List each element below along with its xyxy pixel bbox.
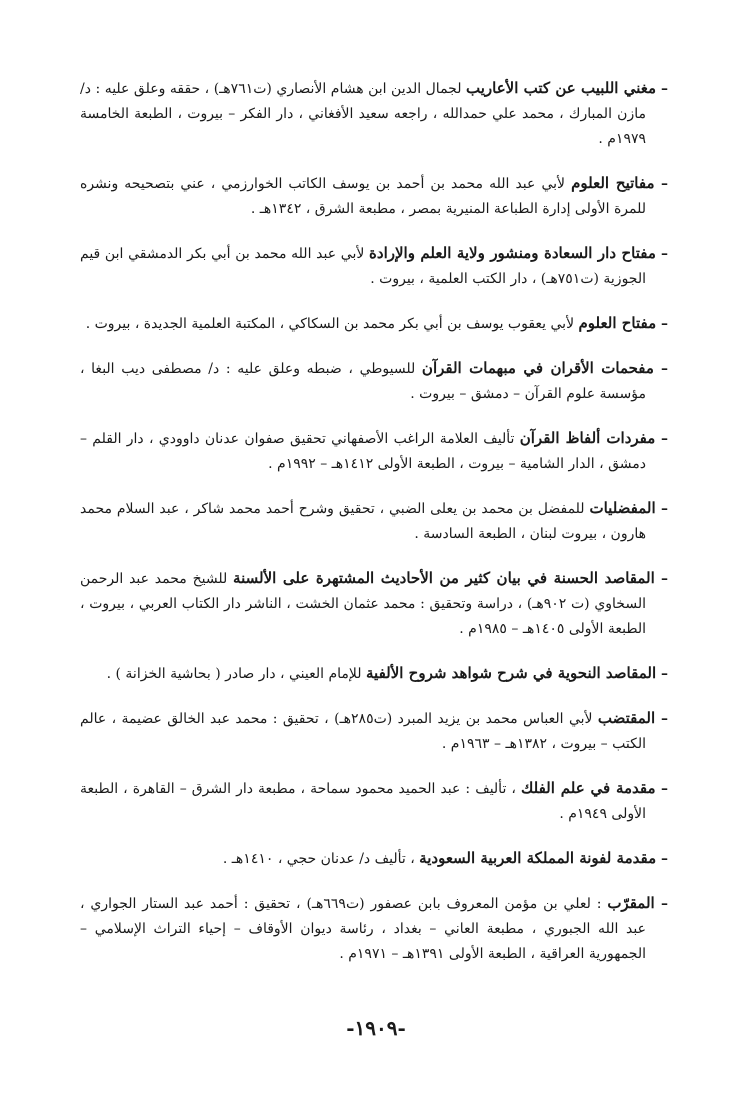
bibliography-entry-11: – مقدمة في علم الفلك ، تأليف : عبد الحميد محمود سماحة ، مطبعة دار الشرق – القاهرة ، الطبعة الأولى ١٩٤٩م .: [80, 779, 669, 822]
entry-title: المقاصد الحسنة في بيان كثير من الأحاديث المشتهرة على الألسنة: [233, 569, 655, 587]
entry-title: المفضليات: [589, 499, 656, 517]
bibliography-entry-5: – مفحمات الأقران في مبهمات القرآن للسيوطي ، ضبطه وعلق عليه : د/ مصطفى ديب البغا ، مؤسسة علوم القرآن – دمشق – بيروت .: [80, 359, 669, 402]
entry-body: لأبي عبد الله محمد بن أحمد بن يوسف الكاتب الخوارزمي ، عني بتصحيحه ونشره للمرة الأولى إدارة الطباعة المنيرية بمصر ، مطبعة الشرق ، ١٣٤٢هـ .: [80, 176, 646, 217]
bibliography-entry-13: – المقرّب : لعلي بن مؤمن المعروف بابن عصفور (ت٦٦٩هـ) ، تحقيق : أحمد عبد الستار الجواري ، عبد الله الجبوري ، مطبعة العاني – بغداد ، رئاسة ديوان الأوقاف – إحياء التراث الإسلامي – الجمهورية العراقية ، الطبعة الأولى ١٣٩١هـ – ١٩٧١م .: [80, 894, 669, 962]
bibliography-entry-9: – المقاصد النحوية في شرح شواهد شروح الألفية للإمام العيني ، دار صادر ( بحاشية الخزانة ) .: [106, 664, 668, 682]
bibliography-entry-3: – مفتاح دار السعادة ومنشور ولاية العلم والإرادة لأبي عبد الله محمد بن أبي بكر الدمشقي ابن قيم الجوزية (ت٧٥١هـ) ، دار الكتب العلمية ، بيروت .: [80, 244, 668, 287]
bibliography-entry-2: – مفاتيح العلوم لأبي عبد الله محمد بن أحمد بن يوسف الكاتب الخوارزمي ، عني بتصحيحه ونشره للمرة الأولى إدارة الطباعة المنيرية بمصر ، مطبعة الشرق ، ١٣٤٢هـ .: [80, 174, 668, 217]
bibliography-entry-4: – مفتاح العلوم لأبي يعقوب يوسف بن أبي بكر محمد بن السكاكي ، المكتبة العلمية الجديدة ، بيروت .: [85, 314, 668, 332]
bibliography-entry-1: – مغني اللبيب عن كتب الأعاريب لجمال الدين ابن هشام الأنصاري (ت٧٦١هـ) ، حققه وعلق عليه : د/ مازن المبارك ، محمد علي حمدالله ، راجعه سعيد الأفغاني ، دار الفكر – بيروت ، الطبعة الخامسة ١٩٧٩م .: [80, 79, 668, 147]
entry-body: لأبي يعقوب يوسف بن أبي بكر محمد بن السكاكي ، المكتبة العلمية الجديدة ، بيروت .: [85, 316, 575, 332]
entry-title: مغني اللبيب عن كتب الأعاريب: [465, 79, 657, 97]
bibliography-entry-12: – مقدمة لفونة المملكة العربية السعودية ، تأليف د/ عدنان حجي ، ١٤١٠هـ .: [222, 849, 668, 867]
bibliography-entry-10: – المقتضب لأبي العباس محمد بن يزيد المبرد (ت٢٨٥هـ) ، تحقيق : محمد عبد الخالق عضيمة ، عالم الكتب – بيروت ، ١٣٨٢هـ – ١٩٦٣م .: [80, 709, 668, 752]
entry-title: مقدمة لفونة المملكة العربية السعودية: [419, 849, 657, 867]
bibliography-page: [80, 76, 668, 986]
entry-body: لجمال الدين ابن هشام الأنصاري (ت٧٦١هـ) ، حققه وعلق عليه : د/ مازن المبارك ، محمد علي حمدالله ، راجعه سعيد الأفغاني ، دار الفكر – بيروت ، الطبعة الخامسة ١٩٧٩م .: [80, 81, 646, 147]
entry-body: ، تأليف : عبد الحميد محمود سماحة ، مطبعة دار الشرق – القاهرة ، الطبعة الأولى ١٩٤٩م .: [80, 781, 646, 822]
entry-title: مفاتيح العلوم: [571, 174, 655, 192]
entry-title: مفردات ألفاظ القرآن: [519, 429, 656, 447]
entry-body: تأليف العلامة الراغب الأصفهاني تحقيق صفوان عدنان داوودي ، دار القلم – دمشق ، الدار الشامية – بيروت ، الطبعة الأولى ١٤١٢هـ – ١٩٩٢م .: [80, 431, 646, 472]
entry-title: المقتضب: [597, 709, 656, 727]
entry-title: المقاصد النحوية في شرح شواهد شروح الألفية: [366, 664, 657, 682]
entry-body: ، تأليف د/ عدنان حجي ، ١٤١٠هـ .: [222, 851, 415, 867]
entry-title: المقرّب: [607, 894, 655, 912]
entry-body: لأبي العباس محمد بن يزيد المبرد (ت٢٨٥هـ) ، تحقيق : محمد عبد الخالق عضيمة ، عالم الكتب – بيروت ، ١٣٨٢هـ – ١٩٦٣م .: [80, 711, 646, 752]
entry-body: للإمام العيني ، دار صادر ( بحاشية الخزانة ) .: [106, 666, 362, 682]
bibliography-entry-7: – المفضليات للمفضل بن محمد بن يعلى الضبي ، تحقيق وشرح أحمد محمد شاكر ، عبد السلام محمد هارون ، بيروت لبنان ، الطبعة السادسة .: [80, 499, 669, 542]
entry-body: للمفضل بن محمد بن يعلى الضبي ، تحقيق وشرح أحمد محمد شاكر ، عبد السلام محمد هارون ، بيروت لبنان ، الطبعة السادسة .: [80, 501, 646, 542]
entry-body: للشيخ محمد عبد الرحمن السخاوي (ت ٩٠٢هـ) ، دراسة وتحقيق : محمد عثمان الخشت ، الناشر دار الكتاب العربي ، بيروت ، الطبعة الأولى ١٤٠٥هـ – ١٩٨٥م .: [80, 571, 646, 637]
bibliography-entry-8: – المقاصد الحسنة في بيان كثير من الأحاديث المشتهرة على الألسنة للشيخ محمد عبد الرحمن السخاوي (ت ٩٠٢هـ) ، دراسة وتحقيق : محمد عثمان الخشت ، الناشر دار الكتاب العربي ، بيروت ، الطبعة الأولى ١٤٠٥هـ – ١٩٨٥م .: [80, 569, 669, 637]
entry-title: مقدمة في علم الفلك: [520, 779, 656, 797]
entry-body: : لعلي بن مؤمن المعروف بابن عصفور (ت٦٦٩هـ) ، تحقيق : أحمد عبد الستار الجواري ، عبد الله الجبوري ، مطبعة العاني – بغداد ، رئاسة ديوان الأوقاف – إحياء التراث الإسلامي – الجمهورية العراقية ، الطبعة الأولى ١٣٩١هـ – ١٩٧١م .: [80, 896, 646, 962]
page-number: -١٩٠٩-: [346, 1016, 406, 1040]
entry-title: مفحمات الأقران في مبهمات القرآن: [421, 359, 654, 377]
entry-title: مفتاح العلوم: [578, 314, 657, 332]
bibliography-entry-6: – مفردات ألفاظ القرآن تأليف العلامة الراغب الأصفهاني تحقيق صفوان عدنان داوودي ، دار القلم – دمشق ، الدار الشامية – بيروت ، الطبعة الأولى ١٤١٢هـ – ١٩٩٢م .: [80, 429, 668, 472]
entry-body: للسيوطي ، ضبطه وعلق عليه : د/ مصطفى ديب البغا ، مؤسسة علوم القرآن – دمشق – بيروت .: [80, 361, 646, 402]
entry-body: لأبي عبد الله محمد بن أبي بكر الدمشقي ابن قيم الجوزية (ت٧٥١هـ) ، دار الكتب العلمية ، بيروت .: [80, 246, 646, 287]
entry-title: مفتاح دار السعادة ومنشور ولاية العلم والإرادة: [369, 244, 656, 262]
